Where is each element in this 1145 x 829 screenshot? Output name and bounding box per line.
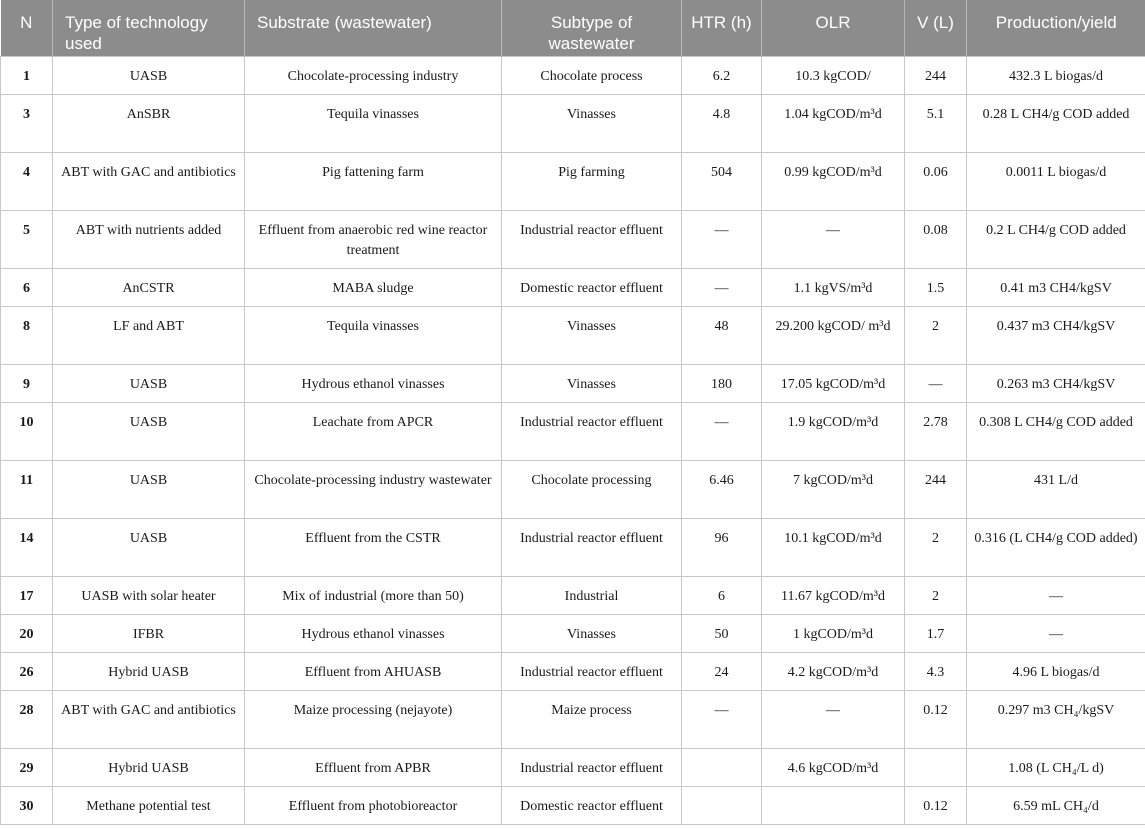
cell-olr: [762, 786, 905, 824]
column-header: OLR: [762, 0, 905, 56]
cell-htr: —: [682, 268, 762, 306]
cell-n: 29: [1, 748, 53, 786]
cell-htr: [682, 786, 762, 824]
table-row: [1, 614, 1145, 652]
cell-volume: —: [905, 364, 967, 402]
cell-subtype: Industrial reactor effluent: [502, 402, 682, 460]
column-header: Type of technology used: [53, 0, 245, 56]
cell-subtype: Industrial reactor effluent: [502, 518, 682, 576]
cell-yield: 0.41 m3 CH4/kgSV: [967, 268, 1145, 306]
cell-htr: 6: [682, 576, 762, 614]
cell-subtype: Vinasses: [502, 94, 682, 152]
cell-htr: —: [682, 690, 762, 748]
cell-n: 6: [1, 268, 53, 306]
cell-substrate: MABA sludge: [245, 268, 502, 306]
cell-substrate: Maize processing (nejayote): [245, 690, 502, 748]
cell-n: 14: [1, 518, 53, 576]
cell-n: 4: [1, 152, 53, 210]
cell-yield: —: [967, 576, 1145, 614]
cell-htr: 6.46: [682, 460, 762, 518]
cell-olr: 11.67 kgCOD/m³d: [762, 576, 905, 614]
table-body: [1, 56, 1145, 824]
cell-olr: —: [762, 690, 905, 748]
cell-n: 20: [1, 614, 53, 652]
cell-volume: 244: [905, 56, 967, 94]
column-header: Subtype of wastewater: [502, 0, 682, 56]
cell-substrate: Effluent from photobioreactor: [245, 786, 502, 824]
cell-htr: 4.8: [682, 94, 762, 152]
cell-yield: 0.263 m3 CH4/kgSV: [967, 364, 1145, 402]
cell-yield: 0.0011 L biogas/d: [967, 152, 1145, 210]
cell-volume: 2.78: [905, 402, 967, 460]
cell-n: 3: [1, 94, 53, 152]
cell-subtype: Industrial: [502, 576, 682, 614]
cell-subtype: Industrial reactor effluent: [502, 652, 682, 690]
cell-n: 10: [1, 402, 53, 460]
cell-n: 26: [1, 652, 53, 690]
cell-yield: 431 L/d: [967, 460, 1145, 518]
table-row: [1, 210, 1145, 268]
cell-substrate: Chocolate-processing industry: [245, 56, 502, 94]
cell-olr: 10.1 kgCOD/m³d: [762, 518, 905, 576]
cell-htr: 6.2: [682, 56, 762, 94]
cell-subtype: Pig farming: [502, 152, 682, 210]
cell-technology: UASB: [53, 518, 245, 576]
cell-htr: 24: [682, 652, 762, 690]
cell-n: 30: [1, 786, 53, 824]
cell-subtype: Maize process: [502, 690, 682, 748]
cell-volume: 2: [905, 306, 967, 364]
cell-yield: 0.28 L CH4/g COD added: [967, 94, 1145, 152]
cell-subtype: Chocolate processing: [502, 460, 682, 518]
cell-substrate: Effluent from the CSTR: [245, 518, 502, 576]
cell-volume: 0.12: [905, 690, 967, 748]
cell-yield: 1.08 (L CH₄/L d): [967, 748, 1145, 786]
cell-olr: 10.3 kgCOD/: [762, 56, 905, 94]
cell-olr: —: [762, 210, 905, 268]
cell-volume: 0.12: [905, 786, 967, 824]
cell-olr: 4.6 kgCOD/m³d: [762, 748, 905, 786]
cell-htr: 48: [682, 306, 762, 364]
cell-subtype: Vinasses: [502, 306, 682, 364]
cell-technology: ABT with GAC and antibiotics: [53, 690, 245, 748]
cell-technology: IFBR: [53, 614, 245, 652]
table-row: [1, 748, 1145, 786]
cell-technology: UASB: [53, 402, 245, 460]
column-header: Substrate (wastewater): [245, 0, 502, 56]
cell-subtype: Chocolate process: [502, 56, 682, 94]
cell-subtype: Domestic reactor effluent: [502, 268, 682, 306]
cell-volume: 4.3: [905, 652, 967, 690]
cell-technology: UASB: [53, 460, 245, 518]
cell-htr: [682, 748, 762, 786]
cell-technology: UASB with solar heater: [53, 576, 245, 614]
cell-volume: 5.1: [905, 94, 967, 152]
table-row: [1, 690, 1145, 748]
cell-yield: 432.3 L biogas/d: [967, 56, 1145, 94]
cell-technology: Hybrid UASB: [53, 748, 245, 786]
cell-substrate: Tequila vinasses: [245, 306, 502, 364]
cell-yield: 0.437 m3 CH4/kgSV: [967, 306, 1145, 364]
cell-n: 9: [1, 364, 53, 402]
cell-htr: 50: [682, 614, 762, 652]
cell-yield: 4.96 L biogas/d: [967, 652, 1145, 690]
table-row: [1, 402, 1145, 460]
cell-technology: ABT with GAC and antibiotics: [53, 152, 245, 210]
cell-yield: 0.2 L CH4/g COD added: [967, 210, 1145, 268]
cell-olr: 0.99 kgCOD/m³d: [762, 152, 905, 210]
table-row: [1, 306, 1145, 364]
cell-volume: [905, 748, 967, 786]
cell-substrate: Effluent from anaerobic red wine reactor treatment: [245, 210, 502, 268]
cell-substrate: Tequila vinasses: [245, 94, 502, 152]
cell-htr: 504: [682, 152, 762, 210]
cell-substrate: Leachate from APCR: [245, 402, 502, 460]
cell-volume: 0.06: [905, 152, 967, 210]
cell-n: 5: [1, 210, 53, 268]
column-header: V (L): [905, 0, 967, 56]
table-row: [1, 364, 1145, 402]
cell-volume: 1.7: [905, 614, 967, 652]
cell-volume: 0.08: [905, 210, 967, 268]
cell-yield: —: [967, 614, 1145, 652]
cell-subtype: Vinasses: [502, 364, 682, 402]
table-header: [1, 0, 1145, 56]
cell-technology: UASB: [53, 56, 245, 94]
cell-technology: Methane potential test: [53, 786, 245, 824]
cell-n: 11: [1, 460, 53, 518]
column-header: Production/yield: [967, 0, 1145, 56]
cell-htr: 180: [682, 364, 762, 402]
cell-htr: —: [682, 402, 762, 460]
cell-olr: 17.05 kgCOD/m³d: [762, 364, 905, 402]
cell-technology: LF and ABT: [53, 306, 245, 364]
column-header: N: [1, 0, 53, 56]
cell-n: 17: [1, 576, 53, 614]
cell-yield: 6.59 mL CH₄/d: [967, 786, 1145, 824]
cell-technology: AnSBR: [53, 94, 245, 152]
table-row: [1, 94, 1145, 152]
cell-olr: 1.04 kgCOD/m³d: [762, 94, 905, 152]
cell-subtype: Vinasses: [502, 614, 682, 652]
cell-n: 8: [1, 306, 53, 364]
cell-technology: ABT with nutrients added: [53, 210, 245, 268]
cell-substrate: Effluent from AHUASB: [245, 652, 502, 690]
table-row: [1, 460, 1145, 518]
table-row: [1, 56, 1145, 94]
cell-substrate: Pig fattening farm: [245, 152, 502, 210]
cell-htr: —: [682, 210, 762, 268]
cell-technology: UASB: [53, 364, 245, 402]
table-row: [1, 518, 1145, 576]
cell-volume: 244: [905, 460, 967, 518]
cell-olr: 1.1 kgVS/m³d: [762, 268, 905, 306]
cell-substrate: Mix of industrial (more than 50): [245, 576, 502, 614]
cell-htr: 96: [682, 518, 762, 576]
cell-subtype: Domestic reactor effluent: [502, 786, 682, 824]
cell-olr: 29.200 kgCOD/ m³d: [762, 306, 905, 364]
cell-n: 1: [1, 56, 53, 94]
table-row: [1, 786, 1145, 824]
table-row: [1, 576, 1145, 614]
cell-olr: 1.9 kgCOD/m³d: [762, 402, 905, 460]
column-header: HTR (h): [682, 0, 762, 56]
cell-volume: 1.5: [905, 268, 967, 306]
cell-technology: AnCSTR: [53, 268, 245, 306]
cell-olr: 7 kgCOD/m³d: [762, 460, 905, 518]
table-row: [1, 268, 1145, 306]
cell-subtype: Industrial reactor effluent: [502, 210, 682, 268]
cell-olr: 1 kgCOD/m³d: [762, 614, 905, 652]
cell-yield: 0.308 L CH4/g COD added: [967, 402, 1145, 460]
cell-subtype: Industrial reactor effluent: [502, 748, 682, 786]
cell-substrate: Hydrous ethanol vinasses: [245, 614, 502, 652]
cell-n: 28: [1, 690, 53, 748]
cell-substrate: Hydrous ethanol vinasses: [245, 364, 502, 402]
cell-yield: 0.297 m3 CH₄/kgSV: [967, 690, 1145, 748]
cell-technology: Hybrid UASB: [53, 652, 245, 690]
cell-yield: 0.316 (L CH4/g COD added): [967, 518, 1145, 576]
cell-substrate: Effluent from APBR: [245, 748, 502, 786]
cell-substrate: Chocolate-processing industry wastewater: [245, 460, 502, 518]
cell-volume: 2: [905, 518, 967, 576]
cell-olr: 4.2 kgCOD/m³d: [762, 652, 905, 690]
table-row: [1, 152, 1145, 210]
cell-volume: 2: [905, 576, 967, 614]
table-row: [1, 652, 1145, 690]
